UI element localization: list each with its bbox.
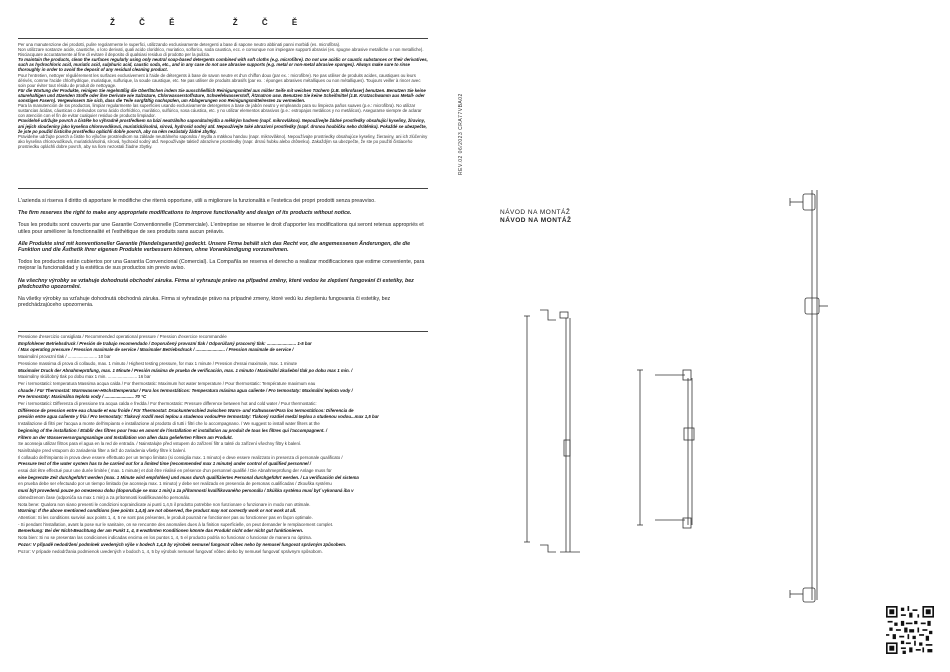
spec-line: Maximální provozní tlak / ........................ 10 bar (18, 354, 111, 360)
spec-line: Filtern an der Wasserversorgungsanlage und Installation von allen dazu gelieferten Filtern am Produkt. (18, 434, 233, 440)
spec-line: Pre termostaty: Maximálna teplota vody / ........................ 70 °C (18, 394, 147, 400)
mid-divider (18, 188, 428, 189)
mid-slider (684, 428, 694, 440)
spec-line: Empfohlener Betriebsdruck / Presión de trabajo recomendado / Doporučený provozní tlak / Odporúčaný pracovný tlak: ........................ 1-5 bar (18, 340, 312, 346)
spec-line: Attention: Si les conditions susvisé aux points 1, 4, 5 ne sont pas présentes, le produit pourrait ne fonctionner pas ou fonctionner pas en façon optimale. (18, 514, 313, 520)
maintenance-de: Für die Wartung der Produkte, reinigen Sie regelmäßig die Oberflächen indem Sie ausschließlich Reinigungsmittel aus milder Seife mit weichen Tüchern (z.B. Mikrofaser) benutzen. Benutzen Sie keine säurehaltigen und ätzenden Stoffe oder ihre Derivate wie Salzsäure, Chlorwasserstoffsäure, Schwefelwasserstoff, Ätznatron usw. Benutzen Sie keine Scheifmittel (z.B. Kratzschwamm aus Metall- oder sonstigen Fasern). Vergewissern Sie sich, dass die Teile sorgfältig nachspülen, um Ablagerungen von Reinigungsmittelresten zu vermeiden. (18, 87, 426, 104)
spec-line: Pressione massima di prova di collaudo, max. 1 minuto / Highest testing pressure, for max 1 minute / Pression d'essai maximale, max. 1 minute (18, 360, 298, 366)
maintenance-it: Per una manutenzione dei prodotti, pulire regolarmente le superfici, utilizzando esclusivamente detergenti a base di sapone neutro abbinati panni morbidi (es. microfibra). (18, 42, 341, 47)
warranty-sk: Na všetky výrobky sa vzťahuje dohodnutá obchodná záruka. Firma si vyhradzuje právo na prípadné zmeny, ktoré vedú ku zlepšeniu fungovania či estetiky, bez predchádzajúceho upozornenia. (18, 296, 391, 309)
warranty-de: Alle Produkte sind mit konventioneller Garantie (Handelsgarantie) gedeckt. Unsere Firma behält sich das Recht vor, die angemessenen Änderungen, die die Funktion und die Ästhetik ihrer eigenen Produkte verbessern können, ohne Vorankündigung vorzunehmen. (18, 240, 411, 254)
spec-line: Se aconseja utilizar filtros para el agua en la red de entrada. / Nainstalujte před vstupem do zařízení filtr a takté do zařízení všechny filtry k balení. (18, 441, 302, 447)
warranty-cz: Na všechny výrobky se vztahuje dohodnutá obchodní záruka. Firma si vyhrazuje právo na případné změny, které vedou ke zlepšení fungování či estetiky, bez předchozího upozornění. (18, 277, 414, 290)
spec-line: Pozor: V případě nedodržení podmínek uvedených výše v bodech 1,4,5 by výrobek nemusel fungovat vůbec nebo by nemusel fungovat správným způsobem. (18, 541, 347, 547)
main-top-holder (803, 194, 815, 210)
spec-line: Nota bien: Si no se presentan las condiciones indicadas encima en los puntos 1, 4, 5 el producto podría no funcionar o funcionar de manera no óptima. (18, 535, 312, 541)
spec-line: obmedzenom čase (odporúča sa max 1 min) a za prítomnosti kvalifikovaného personálu. (18, 494, 191, 500)
warranty-text (18, 198, 428, 314)
spec-line: Pozor: V prípade nedodržania podmienok uvedených v bodoch 1, 4, 5 by výrobok nemusel fungovať vôbec alebo by nemusel fungovať správnym spôsobom. (18, 548, 323, 554)
spec-line: Pressure test of the water system has to be carried out for a limited time (recommended max 1 minute) under control of qualified personnel / (18, 461, 312, 467)
spec-line: Per i termostatici: Differenza di pressione tra acqua calda e fredda / For thermostatic: Pressure difference between hot and cold water / Pour thermostatic: (18, 401, 317, 407)
qr-code[interactable] (886, 606, 934, 654)
maintenance-cz: Pravidelně udržujte povrch a čistěte ho výhradně prostředkem na bázi neutrálního saponátu/mýdla a měkkým hadrem (např. mikrovlákno). Nepoužívejte žádné prostředky obsahující kyseliny, žíraviny, ani jejich sloučeniny jako kyselina chlorovodíková, muriatická/solná, sírová, hydroxid sodný atd. Nepoužívejte také abrazivní prostředky (např. drsnou houbičku nebo drátěnku). Pokaždé se ubezpečte, že jste po použití čisticího prostředku opláchli dobře povrch, aby na něm nezůstaly žádné zbytky. (18, 118, 427, 134)
maintenance-en: To maintain the products, clean the surfaces regularly using only neutral soap-based detergents combined with soft cloths (e.g. microfibre). Do not use acidic or caustic substances or their derivatives, such as hydrochloric acid, muriatic acid, sulphuric acid, caustic soda, etc., and in any case do not use abrasive supports (e.g. metal or non-metal abrasive sponges). Always make sure to rinse thoroughly in order to avoid the deposit of any residual cleaning product. (18, 57, 428, 73)
top-divider (18, 38, 428, 39)
mid-bottom-holder (683, 518, 691, 528)
maintenance-fr: Pour l'entretien, nettoyer régulièrement les surfaces exclusivement à l'aide de détergents à base de savon neutre et d'un chiffon doux (par ex. : microfibre). Ne pas utiliser de produits acides, caustiques ou leurs dérivés, comme l'acide chlorhydrique, muriatique, sulfurique, la soude caustique, etc. Ne pas utiliser de produits abrasifs (par ex. : éponges abrasives métalliques ou non métalliques). Toujours veiller à rincer avec soin pour éviter tout résidu de produit de nettoyage. (18, 72, 421, 88)
spec-line: Différence de pression entre eau chaude et eau froide / Für Thermostat: Druckunterschied zwischen Warm- und Kaltwasser/Para los termostáticos: Diferencia de (18, 407, 354, 413)
warranty-en: The firm reserves the right to make any appropriate modifications to improve functionality and design of its products without notice. (18, 210, 352, 217)
spec-line: Maximálny skúšobný tlak po dobu max 1 min. ........................ 16 bar (18, 374, 151, 380)
header-char: Ž (110, 18, 116, 27)
maintenance-it2: Non utilizzare sostanze acide, caustiche, o loro derivati, quali acido cloridrico, muriatico, solforico, soda caustica, ecc. e comunque non impiegare supporti abrasivi (es. spugne abrasive metalliche o non metalliche). Risciacquare accuratamente al fine di evitare il deposito di qualsiasi residuo di prodotto per la pulizia. (18, 47, 424, 58)
spec-line: Pressione d'esercizio consigliata / Recommended operational pressure / Pression d'exercice recommandée (18, 334, 227, 339)
revision-label: REV.02 06/2023 CRA77VBA02 (458, 93, 464, 175)
left-slider (564, 440, 570, 456)
header-char: Ž (232, 18, 239, 27)
spec-line: chaude / Für Thermostat: Warmwasser-Höchsttemperatur / Para los termostáticos: Temperatura máxima agua caliente / Pro termostaty: Maximální teplota vody / (18, 387, 353, 393)
header-char: Č (139, 18, 146, 27)
spec-line: Il collaudo dell'impianto in prova deve essere effettuato per un tempo limitato (si consiglia max. 1 minuto) e deve essere realizzato in presenza di personale qualificato / (18, 454, 343, 460)
shower-bar-drawing (500, 180, 880, 620)
spec-line: presión entre agua caliente y fría / Pro termostaty: Tlakový rozdíl mezi teplou a studenou vodou/Pre termostaty: Tlakový rozdiel medzi teplou a studenou vodou...max 1,5 bar (18, 414, 379, 420)
spec-line: Installazione di filtri per l'acqua a monte dell'impianto e installazione al prodotto di tutti i filtri che lo accompagnano. / We suggest to install water filters at the (18, 421, 320, 427)
spec-text (18, 334, 428, 555)
maintenance-es: Para la manutención de los productos, limpiar regularmente las superficies usando exclusivamente detergentes a base de jabón neutro y empleando para su limpieza paños suaves (p.e.: microfibra). No utilizar sustancias ácidas, cáusticas o derivados como ácido clorhídrico, muriático, sulfúrico, sosa cáustica, etc. y no utilizar elementos abrasivos (p.e.: estropajos metálicos y no metálicos). Asegurarse siempre de aclarar con atención con el fin de evitar cualquier residuo de producto limpiador. (18, 103, 422, 119)
header-chars (110, 18, 318, 27)
left-top-holder (560, 312, 568, 318)
spec-line: - Si pendant l'installation, avant la pose sur le sanitaire, on se rencontre des anomalies dues à la finition superficielle, on peut demander le remplacement complet. (18, 521, 334, 527)
spec-line: Nainštalujte pred vstupom do zariadenia filter a tiež do zariadenia všetky filtre k balení. (18, 447, 187, 453)
spec-line: musí být provedená pouze po omezenou dobu (doporučuje se max 1 min) a za přítomnosti kvalifikovaného personálu / Skúška systému musí byť vykonaná iba v (18, 488, 354, 494)
spec-divider (18, 331, 428, 332)
spec-line: beginning of the installation / Etablir des filtres pour l'eau en amont de l'installation et installation au produit de tous les filtres qui l'accompagnent. / (18, 427, 328, 433)
spec-line: essai doit être effectué pour une durée limitée ( max. 1 minute) et doit être réalisé en présence d'un personnel qualifié / Die Abnahmeprüfung der Anlage muss für (18, 468, 332, 474)
left-bracket (540, 310, 556, 320)
left-bottom-bracket (540, 545, 556, 552)
assembly-title-bold: NÁVOD NA MONTÁŽ (500, 217, 572, 224)
warranty-it: L'azienda si riserva il diritto di apportare le modifiche che riterrà opportune, utili a migliorare la funzionalità e l'estetica dei propri prodotti senza preavviso. (18, 198, 376, 204)
spec-line: en prueba debe ser efectuado por un tiempo limitado (se aconseja max. 1 minuto) y debe ser realizado en presencia de personas cualificadas / Zkouška systému (18, 481, 332, 487)
maintenance-sk: Pravidelne udržujte povrch a čistite ho výlučne prostriedkom na základe neutrálneho saponátu / mydla a mäkkou handou (napr. mikrovlákno). Nepoužívajte prostriedky obsahujúce kyseliny, žieraviny, ani ich zlúčeniny ako kyselina chlorovodíková, muriatická/solná, sírová, hydroxid sodný atď. Nepoužívajte taktiež abrazívne prostriedky (napr. drsnú hubku alebo drôtenku). Zakaždým sa ubezpečte, že ste po použití čistiaceho prostriedku opláchli dobre povrch, aby na ňom nezostali žiadne zbytky. (18, 133, 428, 149)
spec-line: Warning: If the above mentioned conditions (see points 1,4,5) are not observed, the product may not correctly work or not work at all. (18, 508, 297, 514)
header-char: Ě (169, 18, 176, 27)
spec-line: / Max operating pressure / Pression maximale de service / Maximaler Betriebsdruck / ........................ / Pression maximale de service / (18, 347, 294, 353)
main-bottom-holder (803, 588, 815, 602)
warranty-fr: Tous les produits sont couverts par une Garantie Conventionnelle (Commerciale). L'entreprise se réserve le droit d'apporter les modifications qui seront retenus appropriés et utiles pour améliorer la fonctionnalité et l'esthétique de ses produits sans aucun préavis. (18, 222, 424, 235)
spec-line: eine begrenzte Zeit durchgeführt werden (max. 1 Minute wird empfohlen) und muss durch qualifiziertes Personal durchgeführt werden. / La verificación del sistema (18, 474, 359, 480)
header-char: Ě (291, 18, 299, 27)
warranty-es: Todos los productos están cubiertos por una Garantía Convencional (Comercial). La Compañía se reserva el derecho a realizar modificaciones que estime conveniente, para mejorar la funcionalidad y la estética de sus productos sin previo aviso. (18, 259, 425, 272)
spec-line: Bemerkung: Bei der Nicht-Beachtung der am Punkt 1, 4, 5 erwähnten Konditionen könnte das Produkt nicht oder nicht gut funktionieren. (18, 528, 304, 534)
header-char: Č (261, 18, 269, 27)
spec-line: Nota bene: Qualora non siano presenti le condizioni sopraindicate ai punti 1,4,5 il prodotto potrebbe non funzionare o funzionare in modo non ottimale. (18, 501, 311, 507)
assembly-title: NÁVOD NA MONTÁŽ (500, 209, 571, 216)
spec-line: Maximaler Druck der Abnahmeprüfung, max. 1 Minute / Presión máxima de prueba de verificación, max. 1 minuto / Maximální zkušební tlak po dobu max 1 min. / (18, 367, 353, 373)
spec-line: Per i termostatici: temperatura Massima acqua calda / For thermostatic: Maximum hot water temperature / Pour thermostatic: Température maximum eau (18, 380, 316, 386)
maintenance-text (18, 42, 428, 149)
